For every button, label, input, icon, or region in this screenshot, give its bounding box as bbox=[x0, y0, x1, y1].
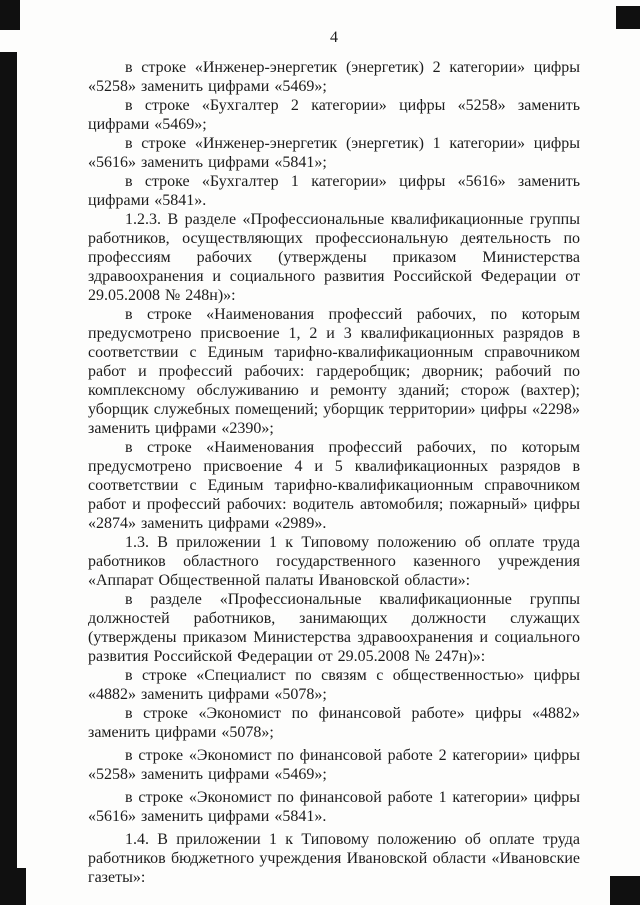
paragraph: в строке «Инженер-энергетик (энергетик) 2 категории» цифры «5258» заменить цифрами «5469»; bbox=[88, 59, 580, 95]
document-body bbox=[88, 28, 580, 887]
paragraph: 1.3. В приложении 1 к Типовому положению об оплате труда работников областного государственного казенного учреждения «Аппарат Общественной палаты Ивановской области»: bbox=[88, 534, 580, 589]
scan-artifact-bottom-right bbox=[610, 876, 640, 905]
paragraph: в строке «Экономист по финансовой работе 1 категории» цифры «5616» заменить цифрами «5841». bbox=[88, 789, 580, 825]
paragraph: 1.4. В приложении 1 к Типовому положению об оплате труда работников бюджетного учреждения Ивановской области «Ивановские газеты»: bbox=[88, 831, 580, 886]
paragraph: в строке «Инженер-энергетик (энергетик) 1 категории» цифры «5616» заменить цифрами «5841»; bbox=[88, 135, 580, 171]
paragraph: в строке «Экономист по финансовой работе» цифры «4882» заменить цифрами «5078»; bbox=[88, 705, 580, 741]
scan-artifact-bottom-left bbox=[0, 868, 26, 905]
scan-artifact-left-strip bbox=[0, 52, 17, 875]
page-number: 4 bbox=[330, 29, 338, 46]
paragraph: в разделе «Профессиональные квалификационные группы должностей работников, занимающих должности служащих (утверждены приказом Министерства здравоохранения и социального развития Российской Федерации от 29.05.2008 № 247н)»: bbox=[88, 591, 580, 665]
paragraph: 1.2.3. В разделе «Профессиональные квалификационные группы работников, осуществляющих профессиональную деятельность по профессиям рабочих (утверждены приказом Министерства здравоохранения и социального развития Российской Федерации от 29.05.2008 № 248н)»: bbox=[88, 211, 580, 304]
paragraph: в строке «Бухгалтер 2 категории» цифры «5258» заменить цифрами «5469»; bbox=[88, 97, 580, 133]
paragraph: в строке «Специалист по связям с общественностью» цифры «4882» заменить цифрами «5078»; bbox=[88, 667, 580, 703]
scan-artifact-top-right bbox=[616, 6, 640, 29]
paragraph: в строке «Наименования профессий рабочих, по которым предусмотрено присвоение 1, 2 и 3 квалификационных разрядов в соответствии с Единым тарифно-квалификационным справочником работ и профессий рабочих: гардеробщик; дворник; рабочий по комплексному обслуживанию и ремонту зданий; сторож (вахтер); уборщик служебных помещений; уборщик территории» цифры «2298» заменить цифрами «2390»; bbox=[88, 306, 580, 437]
paragraph: в строке «Экономист по финансовой работе 2 категории» цифры «5258» заменить цифрами «5469»; bbox=[88, 747, 580, 783]
paragraph: в строке «Бухгалтер 1 категории» цифры «5616» заменить цифрами «5841». bbox=[88, 173, 580, 209]
paragraph: в строке «Наименования профессий рабочих, по которым предусмотрено присвоение 4 и 5 квалификационных разрядов в соответствии с Единым тарифно-квалификационным справочником работ и профессий рабочих: водитель автомобиля; пожарный» цифры «2874» заменить цифрами «2989». bbox=[88, 439, 580, 532]
scan-artifact-top-left bbox=[0, 0, 20, 30]
